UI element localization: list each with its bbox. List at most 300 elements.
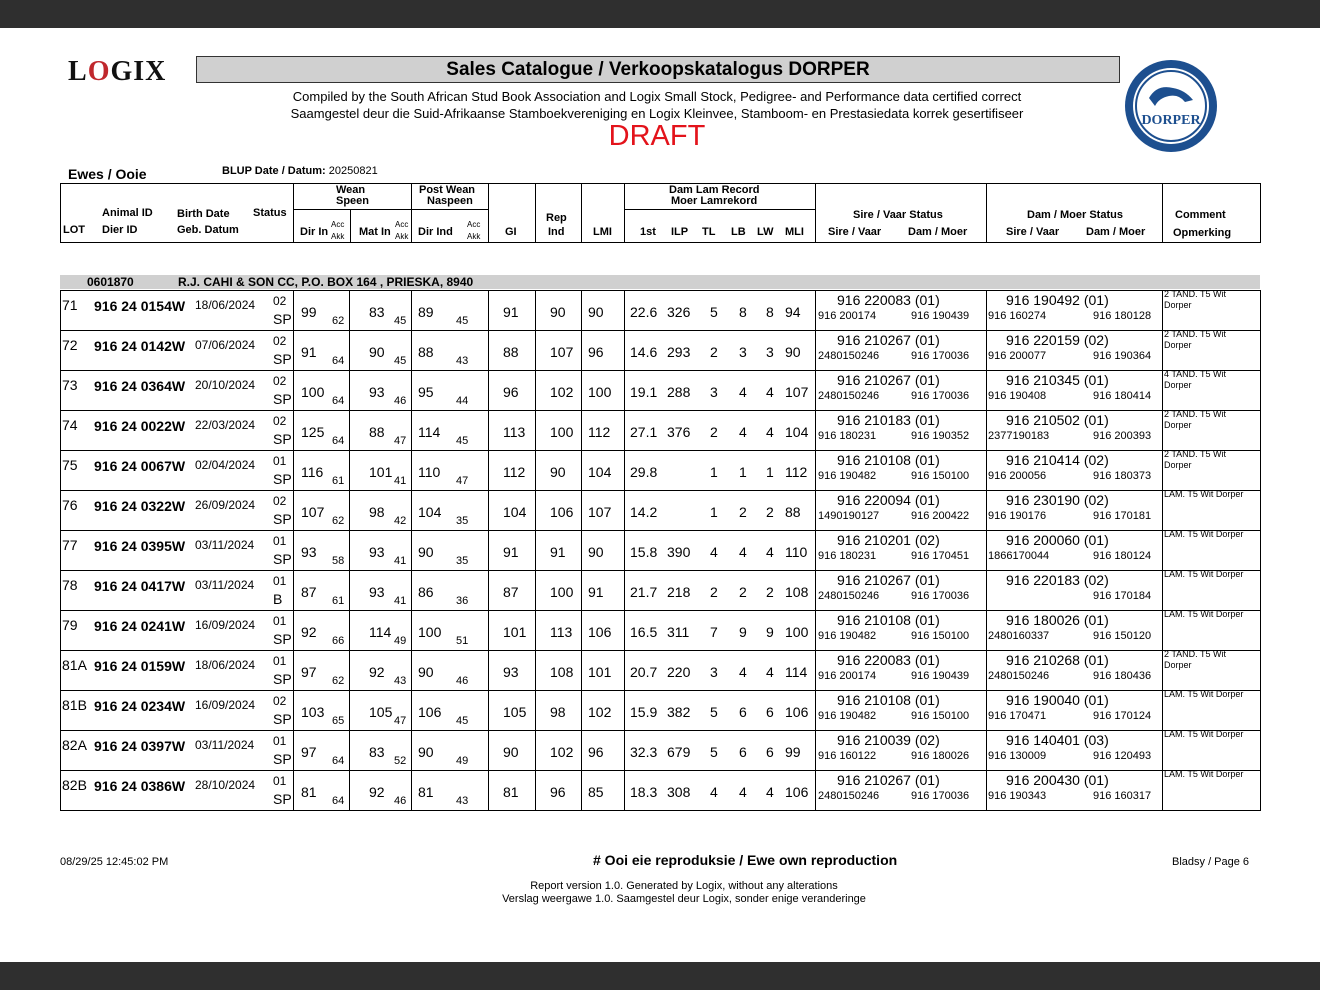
table-cell (61, 411, 294, 451)
dir-in-value: 93 (301, 544, 317, 560)
lw-value: 2 (766, 504, 774, 520)
dam-dam-id: 916 180124 (1093, 550, 1152, 562)
table-cell (625, 651, 816, 691)
mli-value: 106 (785, 784, 809, 800)
table-cell (536, 691, 582, 731)
status-type: B (273, 591, 283, 607)
table-cell (412, 371, 489, 411)
mat-in-value: 92 (369, 784, 385, 800)
lw-value: 9 (766, 624, 774, 640)
table-cell (1163, 731, 1261, 771)
mat-in-accuracy: 46 (394, 795, 407, 807)
sire-id: 916 210108 (01) (837, 612, 940, 628)
lot-number: 82A (62, 737, 87, 753)
table-cell (350, 491, 412, 531)
comment-line-1: LAM. T5 Wit Dorper (1164, 609, 1244, 619)
table-cell (536, 611, 582, 651)
comment-line-1: 2 TAND. T5 Wit (1164, 409, 1227, 419)
mat-in-value: 92 (369, 664, 385, 680)
lmi-value: 90 (588, 544, 604, 560)
lot-number: 74 (62, 417, 78, 433)
first-lamb-value: 14.2 (630, 504, 658, 520)
ilp-value: 326 (667, 304, 691, 320)
animal-id: 916 24 0142W (94, 338, 186, 354)
dam-id: 916 190492 (01) (1006, 292, 1109, 308)
print-timestamp: 08/29/25 12:45:02 PM (60, 856, 169, 868)
table-cell (987, 371, 1163, 411)
rep-ind-value: 98 (550, 704, 566, 720)
lmi-value: 101 (588, 664, 612, 680)
mat-in-accuracy: 47 (394, 435, 407, 447)
table-cell (489, 731, 536, 771)
tl-value: 1 (710, 464, 718, 480)
birth-date: 22/03/2024 (195, 418, 256, 432)
dam-sire-id: 916 190408 (988, 390, 1047, 402)
header-dam-lam-cell: Dam Lam Record Moer Lamrekord 1st ILP TL LB LW MLI (625, 184, 816, 243)
lb-value: 2 (739, 584, 747, 600)
table-cell (987, 491, 1163, 531)
dir-in-value: 100 (301, 384, 325, 400)
status-type: SP (273, 311, 292, 327)
table-cell (816, 531, 987, 571)
dir-in-value: 81 (301, 784, 317, 800)
dam-dam-id: 916 160317 (1093, 790, 1152, 802)
table-cell (294, 731, 350, 771)
lmi-value: 106 (588, 624, 612, 640)
table-cell (412, 611, 489, 651)
lot-number: 71 (62, 297, 78, 313)
status-type: SP (273, 431, 292, 447)
comment-line-1: 2 TAND. T5 Wit (1164, 329, 1227, 339)
table-cell (582, 771, 625, 811)
table-cell (412, 691, 489, 731)
post-wean-value: 106 (418, 704, 442, 720)
dir-in-accuracy: 62 (332, 515, 345, 527)
status-code: 01 (273, 454, 287, 468)
table-cell (625, 531, 816, 571)
rep-ind-value: 100 (550, 584, 574, 600)
table-cell (625, 691, 816, 731)
lw-value: 1 (766, 464, 774, 480)
dir-in-value: 92 (301, 624, 317, 640)
table-cell (536, 291, 582, 331)
mat-in-value: 93 (369, 584, 385, 600)
status-code: 01 (273, 614, 287, 628)
post-wean-accuracy: 46 (456, 675, 469, 687)
mli-value: 94 (785, 304, 801, 320)
sire-id: 916 220094 (01) (837, 492, 940, 508)
post-wean-accuracy: 44 (456, 395, 469, 407)
first-lamb-value: 14.6 (630, 344, 658, 360)
page-number: Bladsy / Page 6 (1172, 856, 1250, 868)
table-cell (294, 691, 350, 731)
sire-sire-id: 916 200174 (818, 670, 877, 682)
dir-in-accuracy: 64 (332, 795, 345, 807)
ilp-value: 218 (667, 584, 691, 600)
table-cell (625, 291, 816, 331)
table-row (61, 651, 1261, 691)
dir-in-accuracy: 65 (332, 715, 345, 727)
post-wean-accuracy: 51 (456, 635, 469, 647)
status-code: 02 (273, 374, 287, 388)
comment-line-1: LAM. T5 Wit Dorper (1164, 489, 1244, 499)
table-cell (61, 331, 294, 371)
report-version-english: Report version 1.0. Generated by Logix, without any alterations (530, 880, 838, 892)
lw-value: 6 (766, 744, 774, 760)
lmi-value: 96 (588, 744, 604, 760)
lot-number: 77 (62, 537, 78, 553)
lmi-value: 104 (588, 464, 612, 480)
sire-id: 916 210183 (01) (837, 412, 940, 428)
table-cell (294, 611, 350, 651)
table-cell (582, 451, 625, 491)
table-cell (816, 451, 987, 491)
ilp-value: 220 (667, 664, 691, 680)
table-cell (536, 371, 582, 411)
dam-dam-id: 916 190364 (1093, 350, 1152, 362)
table-cell (489, 571, 536, 611)
table-cell (412, 771, 489, 811)
table-cell (582, 411, 625, 451)
rep-ind-value: 108 (550, 664, 574, 680)
table-cell (625, 411, 816, 451)
birth-date: 03/11/2024 (195, 738, 255, 752)
lw-value: 4 (766, 544, 774, 560)
dam-dam-id: 916 200393 (1093, 430, 1152, 442)
table-cell (816, 731, 987, 771)
sire-id: 916 210108 (01) (837, 452, 940, 468)
table-cell (489, 291, 536, 331)
status-code: 01 (273, 534, 287, 548)
comment-line-2: Dorper (1164, 420, 1192, 430)
dam-dam-id: 916 180436 (1093, 670, 1152, 682)
header-lmi-cell: LMI (582, 184, 625, 243)
lmi-value: 107 (588, 504, 612, 520)
lot-number: 79 (62, 617, 78, 633)
status-type: SP (273, 391, 292, 407)
table-cell (536, 531, 582, 571)
table-row (61, 491, 1261, 531)
birth-date: 03/11/2024 (195, 578, 255, 592)
table-cell (1163, 451, 1261, 491)
lot-number: 72 (62, 337, 78, 353)
table-cell (816, 371, 987, 411)
table-cell (61, 451, 294, 491)
status-code: 01 (273, 574, 287, 588)
ilp-value: 293 (667, 344, 691, 360)
mli-value: 110 (785, 544, 808, 560)
post-wean-value: 90 (418, 544, 434, 560)
gi-value: 113 (503, 424, 526, 440)
viewer-top-bar (0, 0, 1320, 28)
dam-id: 916 200430 (01) (1006, 772, 1109, 788)
table-cell (412, 731, 489, 771)
first-lamb-value: 32.3 (630, 744, 658, 760)
gi-value: 81 (503, 784, 519, 800)
lw-value: 6 (766, 704, 774, 720)
post-wean-value: 88 (418, 344, 434, 360)
mat-in-value: 93 (369, 544, 385, 560)
lot-number: 75 (62, 457, 78, 473)
table-cell (294, 531, 350, 571)
dir-in-value: 99 (301, 304, 317, 320)
logix-logo: LOGIX (68, 56, 167, 87)
table-cell (536, 651, 582, 691)
table-cell (350, 571, 412, 611)
table-cell (625, 331, 816, 371)
first-lamb-value: 20.7 (630, 664, 658, 680)
sire-dam-id: 916 170451 (911, 550, 970, 562)
sire-dam-id: 916 200422 (911, 510, 970, 522)
table-cell (582, 731, 625, 771)
sire-id: 916 220083 (01) (837, 292, 940, 308)
comment-line-2: Dorper (1164, 340, 1192, 350)
table-cell (350, 451, 412, 491)
dir-in-accuracy: 61 (332, 475, 345, 487)
post-wean-accuracy: 43 (456, 355, 469, 367)
animal-id: 916 24 0322W (94, 498, 186, 514)
dam-id: 916 180026 (01) (1006, 612, 1109, 628)
table-cell (582, 651, 625, 691)
mat-in-accuracy: 49 (394, 635, 407, 647)
table-cell (582, 531, 625, 571)
table-cell (412, 451, 489, 491)
tl-value: 2 (710, 584, 718, 600)
table-cell (625, 491, 816, 531)
table-cell (1163, 651, 1261, 691)
birth-date: 18/06/2024 (195, 298, 256, 312)
header-rep-cell: Rep Ind (536, 184, 582, 243)
rep-ind-value: 90 (550, 464, 566, 480)
table-cell (987, 451, 1163, 491)
breeder-bar: 0601870 R.J. CAHI & SON CC, P.O. BOX 164 , PRIESKA, 8940 (60, 275, 1260, 289)
lb-value: 4 (739, 784, 747, 800)
lb-value: 3 (739, 344, 747, 360)
table-cell (294, 411, 350, 451)
dir-in-value: 97 (301, 664, 317, 680)
table-cell (987, 771, 1163, 811)
ilp-value: 382 (667, 704, 691, 720)
table-cell (489, 331, 536, 371)
post-wean-value: 81 (418, 784, 434, 800)
status-type: SP (273, 791, 292, 807)
animal-id: 916 24 0364W (94, 378, 186, 394)
table-cell (350, 531, 412, 571)
header-comment-cell: Comment Opmerking (1163, 184, 1261, 243)
column-header-table (60, 183, 1261, 243)
rep-ind-value: 96 (550, 784, 566, 800)
post-wean-value: 110 (418, 464, 441, 480)
gi-value: 91 (503, 304, 519, 320)
animal-id: 916 24 0067W (94, 458, 186, 474)
mat-in-value: 83 (369, 304, 385, 320)
table-cell (350, 651, 412, 691)
table-cell (350, 691, 412, 731)
mat-in-accuracy: 52 (394, 755, 407, 767)
report-version-afrikaans: Verslag weergawe 1.0. Saamgestel deur Logix, sonder enige veranderinge (502, 893, 866, 905)
sire-id: 916 210201 (02) (837, 532, 940, 548)
table-cell (987, 571, 1163, 611)
table-cell (987, 411, 1163, 451)
rep-ind-value: 100 (550, 424, 574, 440)
first-lamb-value: 29.8 (630, 464, 658, 480)
table-cell (61, 491, 294, 531)
table-cell (489, 531, 536, 571)
subtitle-afrikaans: Saamgestel deur die Suid-Afrikaanse Stamboekvereniging en Logix Kleinvee, Stamboom- en Prestasiedata korrek gesertifiseer (290, 106, 1024, 121)
table-cell (350, 771, 412, 811)
lot-number: 82B (62, 777, 87, 793)
dir-in-accuracy: 66 (332, 635, 345, 647)
animal-id: 916 24 0397W (94, 738, 186, 754)
post-wean-value: 114 (418, 424, 441, 440)
lw-value: 3 (766, 344, 774, 360)
lb-value: 4 (739, 424, 747, 440)
header-dam-cell: Dam / Moer Status Sire / Vaar Dam / Moer (987, 184, 1163, 243)
lb-value: 4 (739, 664, 747, 680)
status-code: 02 (273, 334, 287, 348)
mat-in-accuracy: 46 (394, 395, 407, 407)
tl-value: 3 (710, 384, 718, 400)
table-cell (816, 651, 987, 691)
status-type: SP (273, 711, 292, 727)
table-cell (625, 371, 816, 411)
table-cell (61, 611, 294, 651)
mat-in-accuracy: 43 (394, 675, 407, 687)
table-cell (350, 331, 412, 371)
lw-value: 2 (766, 584, 774, 600)
lmi-value: 100 (588, 384, 612, 400)
table-cell (536, 571, 582, 611)
lmi-value: 96 (588, 344, 604, 360)
lw-value: 4 (766, 784, 774, 800)
section-title: Ewes / Ooie (68, 166, 147, 182)
table-cell (1163, 611, 1261, 651)
lb-value: 2 (739, 504, 747, 520)
table-cell (412, 411, 489, 451)
table-cell (1163, 691, 1261, 731)
comment-line-2: Dorper (1164, 660, 1192, 670)
table-row (61, 771, 1261, 811)
table-cell (294, 371, 350, 411)
status-type: SP (273, 671, 292, 687)
dam-sire-id: 2480160337 (988, 630, 1050, 642)
status-type: SP (273, 551, 292, 567)
table-cell (536, 731, 582, 771)
sire-id: 916 210267 (01) (837, 772, 940, 788)
dir-in-accuracy: 58 (332, 555, 345, 567)
gi-value: 104 (503, 504, 527, 520)
ilp-value: 288 (667, 384, 691, 400)
animal-id: 916 24 0386W (94, 778, 186, 794)
mat-in-value: 101 (369, 464, 393, 480)
blup-date: BLUP Date / Datum: 20250821 (222, 165, 378, 177)
table-row (61, 571, 1261, 611)
gi-value: 88 (503, 344, 519, 360)
dorper-seal-logo (1123, 58, 1219, 154)
header-animal-cell: LOT Animal ID Dier ID Birth Date Geb. Datum Status (61, 184, 294, 243)
first-lamb-value: 15.9 (630, 704, 658, 720)
dam-dam-id: 916 180373 (1093, 470, 1152, 482)
post-wean-accuracy: 49 (456, 755, 469, 767)
table-cell (582, 291, 625, 331)
birth-date: 16/09/2024 (195, 618, 256, 632)
table-cell (61, 371, 294, 411)
animal-id: 916 24 0159W (94, 658, 186, 674)
post-wean-accuracy: 36 (456, 595, 469, 607)
dam-sire-id: 916 160274 (988, 310, 1047, 322)
lb-value: 4 (739, 544, 747, 560)
table-cell (1163, 371, 1261, 411)
lb-value: 6 (739, 744, 747, 760)
table-row (61, 611, 1261, 651)
dam-dam-id: 916 170181 (1093, 510, 1152, 522)
table-row (61, 691, 1261, 731)
dir-in-value: 116 (301, 464, 324, 480)
sire-sire-id: 916 190482 (818, 630, 877, 642)
dir-in-value: 91 (301, 344, 317, 360)
lmi-value: 102 (588, 704, 612, 720)
tl-value: 2 (710, 344, 718, 360)
table-cell (61, 771, 294, 811)
first-lamb-value: 15.8 (630, 544, 658, 560)
table-cell (536, 411, 582, 451)
animal-id: 916 24 0241W (94, 618, 186, 634)
lb-value: 1 (739, 464, 747, 480)
mat-in-accuracy: 41 (394, 555, 407, 567)
comment-line-1: 2 TAND. T5 Wit (1164, 449, 1227, 459)
sire-id: 916 220083 (01) (837, 652, 940, 668)
table-cell (489, 611, 536, 651)
mat-in-value: 88 (369, 424, 385, 440)
lb-value: 6 (739, 704, 747, 720)
sire-id: 916 210039 (02) (837, 732, 940, 748)
tl-value: 2 (710, 424, 718, 440)
table-cell (816, 611, 987, 651)
sire-sire-id: 1490190127 (818, 510, 880, 522)
dir-in-accuracy: 64 (332, 435, 345, 447)
lmi-value: 91 (588, 584, 604, 600)
table-cell (536, 331, 582, 371)
mat-in-value: 105 (369, 704, 393, 720)
mli-value: 106 (785, 704, 809, 720)
dam-dam-id: 916 120493 (1093, 750, 1152, 762)
mat-in-accuracy: 41 (394, 595, 407, 607)
comment-line-1: LAM. T5 Wit Dorper (1164, 689, 1244, 699)
status-code: 02 (273, 414, 287, 428)
table-cell (816, 331, 987, 371)
lw-value: 4 (766, 664, 774, 680)
lb-value: 4 (739, 384, 747, 400)
sire-sire-id: 916 180231 (818, 550, 877, 562)
table-cell (625, 611, 816, 651)
table-cell (816, 291, 987, 331)
post-wean-accuracy: 47 (456, 475, 469, 487)
catalogue-title: Sales Catalogue / Verkoopskatalogus DORPER (196, 56, 1120, 83)
post-wean-value: 90 (418, 664, 434, 680)
birth-date: 03/11/2024 (195, 538, 255, 552)
table-row (61, 371, 1261, 411)
sire-dam-id: 916 190439 (911, 310, 970, 322)
mat-in-accuracy: 42 (394, 515, 407, 527)
mli-value: 100 (785, 624, 809, 640)
dir-in-value: 103 (301, 704, 325, 720)
status-code: 01 (273, 734, 287, 748)
dam-id: 916 220183 (02) (1006, 572, 1109, 588)
table-cell (1163, 771, 1261, 811)
dam-sire-id: 1866170044 (988, 550, 1050, 562)
rep-ind-value: 113 (550, 624, 573, 640)
sire-sire-id: 2480150246 (818, 790, 880, 802)
